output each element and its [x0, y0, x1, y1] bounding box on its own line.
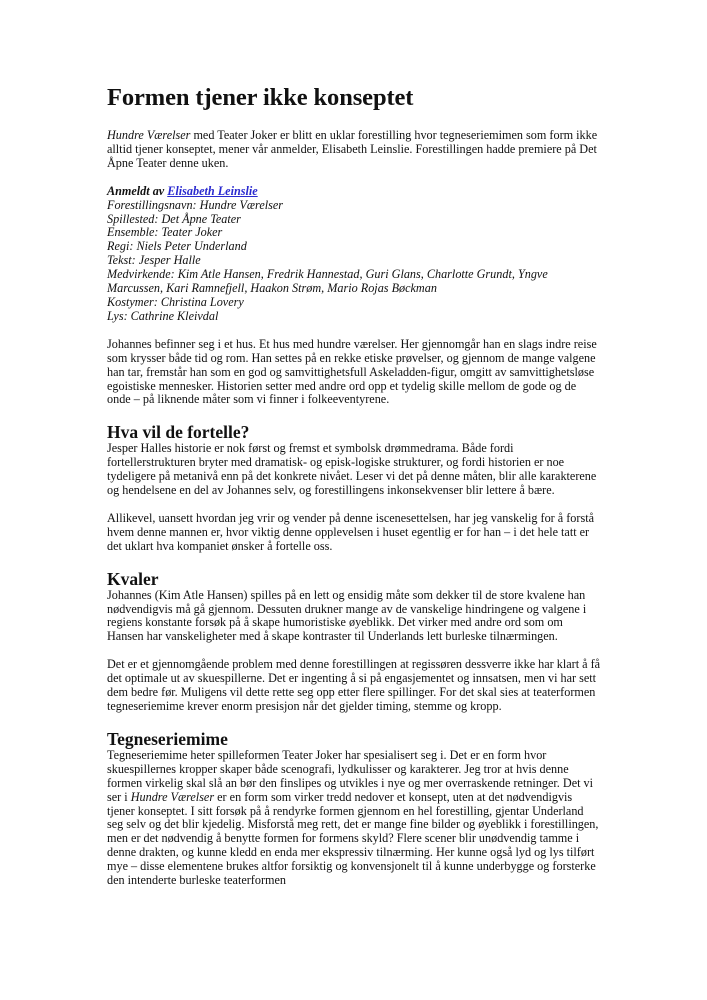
section-paragraph: Allikevel, uansett hvordan jeg vrir og vender på denne iscenesettelsen, har jeg vanskelig for å forstå hvem denne mannen er, hvor viktig denne opplevelsen i huset egentlig er for han – i det hele tatt er det uklart hva kompaniet ønsker å fortelle oss.	[107, 510, 594, 553]
meta-line-director: Regi: Niels Peter Underland	[107, 239, 247, 254]
section-paragraph: Johannes (Kim Atle Hansen) spilles på en lett og ensidig måte som dekker til de store kvalene han nødvendigvis må gå gjennom. Dessuten drukner mange av de vanskelige hindringene og valgene i regiens konstante forsøk på å skape humoristiske øyeblikk. Det virker med andre ord som om Hansen har vanskeligheter med å skape kontraster til Underlands lett burleske tilnærmingen.	[107, 587, 587, 644]
meta-line-lighting: Lys: Cathrine Kleivdal	[107, 308, 219, 323]
paragraph-text: er en form som virker tredd nedover et konsept, uten at det nødvendigvis tjener konseptet. I sitt forsøk på å rendyrke formen gjennom en hel forestilling, gjentar Underland seg selv og det blir kjedelig. Misforstå meg rett, det er mange fine bilder og øyeblikk i forestillingen, men er det nødvendig å benytte formen for formens skyld? Flere scener blir unødvendig tamme i denne drakten, og kunne kledd en enda mer ekspressiv tilnærming. Her kunne også lyd og lys tilført mye – disse elementene brukes altfor forsiktig og konvensjonelt til å kunne underbygge og forsterke den intenderte burleske teaterformen	[107, 789, 599, 888]
page-title: Formen tjener ikke konseptet	[107, 84, 414, 111]
reviewed-by-label: Anmeldt av	[107, 183, 168, 198]
meta-line-show-name: Forestillingsnavn: Hundre Værelser	[107, 197, 284, 212]
lead-text: med Teater Joker er blitt en uklar forestilling hvor tegneseriemimen som form ikke alltid tjener konseptet, mener vår anmelder, Elisabeth Leinslie. Forestillingen hadde premiere på Det Åpne Teater denne uken.	[107, 128, 598, 170]
intro-paragraph: Johannes befinner seg i et hus. Et hus med hundre værelser. Her gjennomgår han en slags indre reise som krysser både tid og rom. Han settes på en rekke etiske prøvelser, og gjennom de mange valgene han tar, fremstår han som en god og samvittighetsfull Askeladden-figur, omgitt av samvittighetsløse egoistiske mennesker. Historien setter med andre ord opp et tydelig skille mellom de gode og de onde – på liknende måter som vi finner i folkeeventyrene.	[107, 336, 597, 407]
section-heading: Kvaler	[107, 568, 159, 589]
section-paragraph: Jesper Halles historie er nok først og fremst et symbolsk drømmedrama. Både fordi fortellerstrukturen bryter med dramatisk- og episk-logiske strukturer, og fordi historien er noe tydeligere på metanivå enn på det konkrete nivået. Leser vi det på denne måten, blir alle karakterene og hendelsene en del av Johannes selv, og forestillingens inkonsekvenser blir lettere å bære.	[107, 441, 597, 498]
paragraph-text: Tegneseriemime heter spilleformen Teater Joker har spesialisert seg i. Det er en form hvor skuespillernes kropper skaper både scenografi, lydkulisser og karakterer. Jeg tror at hvis denne formen virkelig skal slå an bør den finslipes og utvikles i nye og mer overraskende retninger. Det vi ser i	[107, 747, 594, 804]
reviewed-by-line	[107, 185, 602, 199]
review-metadata	[107, 185, 602, 324]
lead-play-title: Hundre Værelser	[107, 128, 191, 142]
meta-line-costumes: Kostymer: Christina Lovery	[107, 294, 244, 309]
section-kvaler	[107, 569, 602, 714]
meta-line-venue: Spillested: Det Åpne Teater	[107, 211, 241, 226]
article	[107, 84, 602, 888]
reviewer-link[interactable]: Elisabeth Leinslie	[167, 183, 258, 198]
play-title: Hundre Værelser	[130, 789, 215, 804]
section-heading: Tegneseriemime	[107, 728, 228, 749]
meta-line-cast: Medvirkende: Kim Atle Hansen, Fredrik Hannestad, Guri Glans, Charlotte Grundt, Yngve Marcussen, Kari Ramnefjell, Haakon Strøm, Mario Rojas Bøckman	[107, 267, 548, 296]
section-hva-vil-de-fortelle	[107, 422, 602, 553]
meta-line-text: Tekst: Jesper Halle	[107, 253, 201, 268]
section-paragraph: Det er et gjennomgående problem med denne forestillingen at regissøren dessverre ikke har klart å få det optimale ut av skuespillerne. Det er ingenting å si på engasjementet og innsatsen, men vi har sett dem bedre før. Muligens vil dette rette seg opp etter flere spillinger. For det skal sies at teaterformen tegneseriemime krever enorm presisjon når det gjelder timing, stemme og kropp.	[107, 657, 601, 713]
section-heading: Hva vil de fortelle?	[107, 422, 250, 443]
section-paragraph	[107, 749, 602, 888]
section-tegneseriemime	[107, 729, 602, 888]
lead-paragraph	[107, 129, 602, 171]
meta-line-ensemble: Ensemble: Teater Joker	[107, 225, 223, 240]
